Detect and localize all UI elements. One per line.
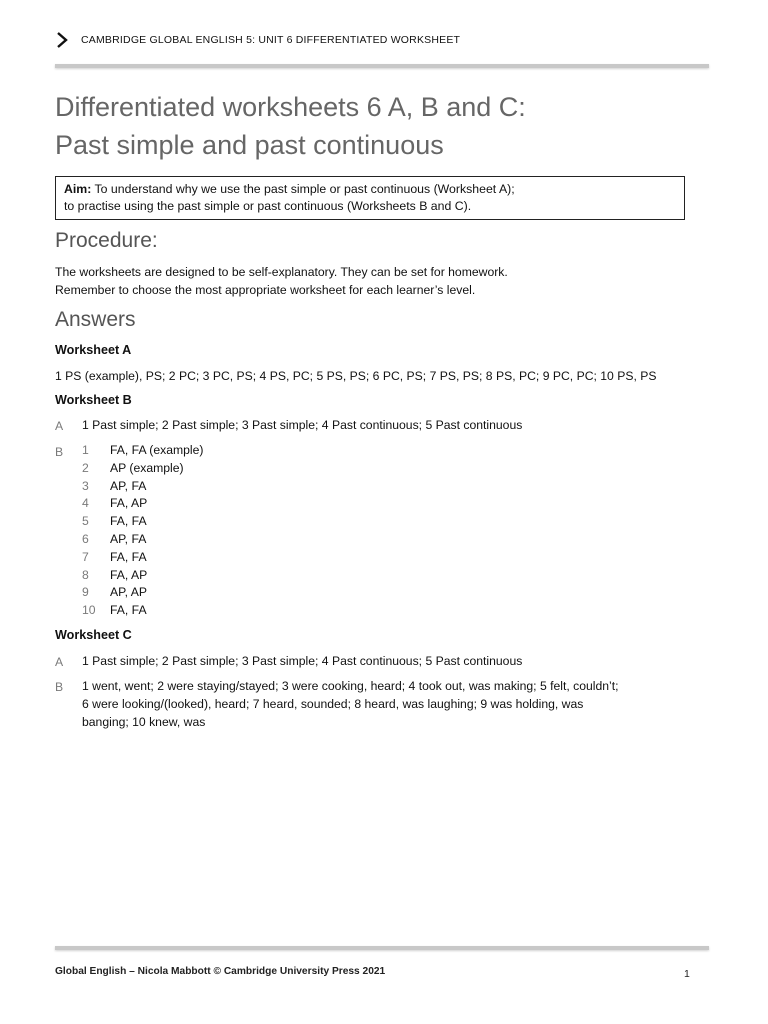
page-number: 1 bbox=[684, 968, 690, 980]
item-number: 7 bbox=[82, 549, 89, 564]
list-item bbox=[82, 495, 203, 513]
item-answer: AP, FA bbox=[110, 531, 147, 546]
item-answer: FA, FA bbox=[110, 603, 147, 618]
worksheet-b-letter-b: B bbox=[55, 445, 64, 459]
worksheet-c-letter-a: A bbox=[55, 655, 64, 669]
list-item bbox=[82, 478, 203, 496]
worksheet-b-letter-a: A bbox=[55, 419, 64, 433]
footer-divider bbox=[55, 946, 709, 950]
worksheet-a-answers: 1 PS (example), PS; 2 PC; 3 PC, PS; 4 PS, PC; 5 PS, PS; 6 PC, PS; 7 PS, PS; 8 PS, PC; 9 PC, PC; 10 PS, PS bbox=[55, 369, 657, 383]
aim-box bbox=[55, 176, 685, 220]
header-title: CAMBRIDGE GLOBAL ENGLISH 5: UNIT 6 DIFFERENTIATED WORKSHEET bbox=[81, 34, 461, 46]
chevron-right-icon bbox=[54, 31, 70, 49]
procedure-line-1: The worksheets are designed to be self-explanatory. They can be set for homework. bbox=[55, 265, 508, 279]
worksheet-c-b-answers bbox=[82, 677, 619, 731]
aim-label: Aim: bbox=[64, 182, 92, 196]
footer-copyright: Global English – Nicola Mabbott © Cambridge University Press 2021 bbox=[55, 966, 386, 977]
worksheet-b-a-answers: 1 Past simple; 2 Past simple; 3 Past simple; 4 Past continuous; 5 Past continuous bbox=[82, 418, 523, 432]
item-number: 9 bbox=[82, 585, 89, 600]
header-divider bbox=[55, 64, 709, 68]
item-answer: AP, AP bbox=[110, 585, 148, 600]
item-number: 5 bbox=[82, 514, 89, 529]
list-item bbox=[82, 531, 203, 549]
procedure-heading: Procedure: bbox=[55, 229, 158, 252]
worksheet-b-heading: Worksheet B bbox=[55, 393, 132, 407]
list-item bbox=[82, 549, 203, 567]
aim-line-1: To understand why we use the past simple or past continuous (Worksheet A); bbox=[91, 182, 515, 196]
item-answer: FA, FA (example) bbox=[110, 443, 204, 457]
item-answer: AP (example) bbox=[110, 460, 184, 475]
item-answer: FA, FA bbox=[110, 549, 147, 564]
list-item bbox=[82, 584, 203, 602]
item-number: 2 bbox=[82, 460, 89, 475]
item-number: 8 bbox=[82, 567, 89, 582]
worksheet-c-b-line-2: 6 were looking/(looked), heard; 7 heard, sounded; 8 heard, was laughing; 9 was holding, was bbox=[82, 697, 584, 711]
item-answer: FA, AP bbox=[110, 496, 148, 511]
list-item bbox=[82, 442, 203, 460]
title-line-2: Past simple and past continuous bbox=[55, 130, 444, 160]
item-answer: FA, AP bbox=[110, 567, 148, 582]
list-item bbox=[82, 513, 203, 531]
procedure-line-2: Remember to choose the most appropriate worksheet for each learner’s level. bbox=[55, 283, 476, 297]
list-item bbox=[82, 602, 203, 620]
item-number: 4 bbox=[82, 496, 89, 511]
worksheet-c-b-line-3: banging; 10 knew, was bbox=[82, 715, 206, 729]
list-item bbox=[82, 567, 203, 585]
worksheet-b-b-list bbox=[82, 442, 203, 620]
worksheet-a-heading: Worksheet A bbox=[55, 343, 132, 357]
title-line-1: Differentiated worksheets 6 A, B and C: bbox=[55, 92, 526, 122]
page-title bbox=[55, 88, 526, 164]
worksheet-c-b-line-1: 1 went, went; 2 were staying/stayed; 3 were cooking, heard; 4 took out, was making; 5 felt, couldn’t; bbox=[82, 679, 619, 693]
answers-heading: Answers bbox=[55, 308, 136, 331]
procedure-text bbox=[55, 263, 508, 299]
worksheet-c-heading: Worksheet C bbox=[55, 628, 132, 642]
worksheet-c-a-answers: 1 Past simple; 2 Past simple; 3 Past simple; 4 Past continuous; 5 Past continuous bbox=[82, 654, 523, 668]
worksheet-c-letter-b: B bbox=[55, 680, 64, 694]
page-header bbox=[54, 31, 460, 49]
item-answer: AP, FA bbox=[110, 478, 147, 493]
item-number: 1 bbox=[82, 443, 89, 457]
item-answer: FA, FA bbox=[110, 514, 147, 529]
item-number: 6 bbox=[82, 531, 89, 546]
aim-line-2: to practise using the past simple or past continuous (Worksheets B and C). bbox=[64, 199, 472, 213]
list-item bbox=[82, 460, 203, 478]
item-number: 3 bbox=[82, 478, 89, 493]
item-number: 10 bbox=[82, 603, 96, 618]
